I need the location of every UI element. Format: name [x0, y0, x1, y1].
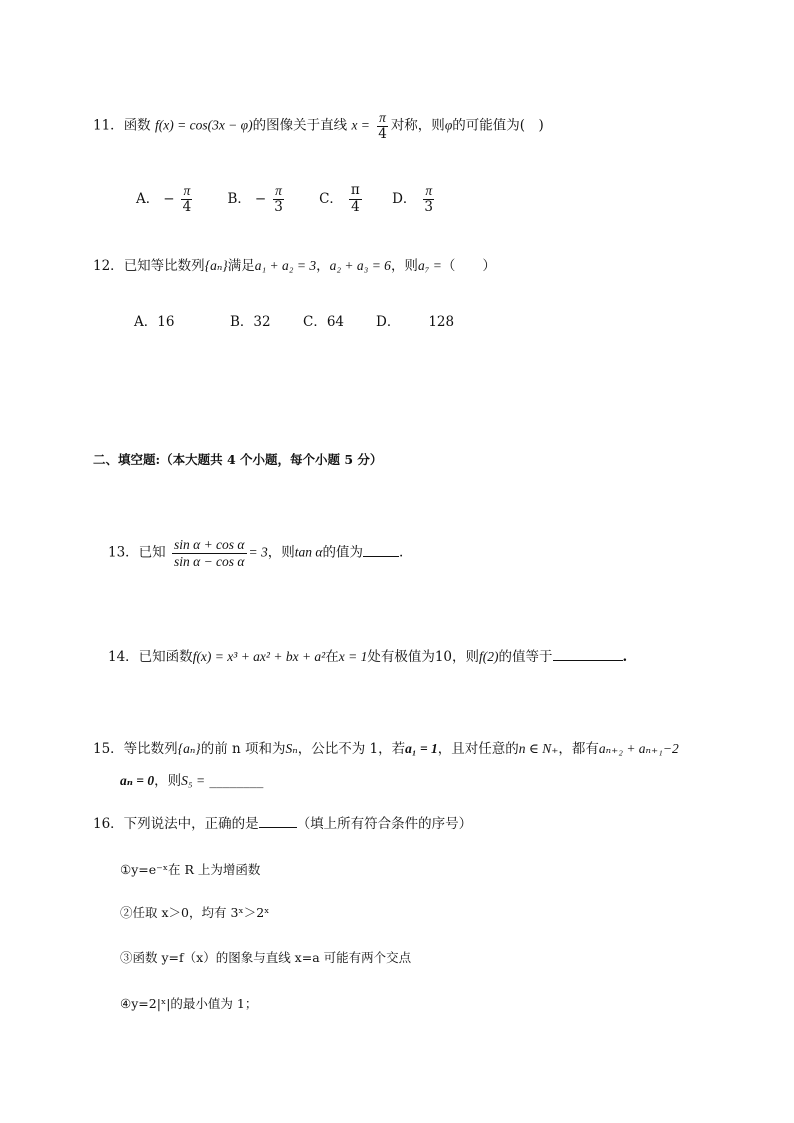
- fraction-denominator: 4: [182, 198, 192, 215]
- option-sign: −: [254, 190, 267, 207]
- q11-options: [136, 183, 465, 215]
- option-fraction: [181, 183, 194, 215]
- q15-text-c: ，公比不为 1，若: [297, 741, 406, 757]
- item-mark: ①: [120, 862, 132, 877]
- q12-options: [134, 314, 454, 330]
- option-letter: D．: [376, 314, 401, 330]
- q12-option-a: [134, 314, 230, 330]
- option-letter: C．: [303, 314, 327, 330]
- option-letter: A．: [136, 190, 160, 207]
- option-letter: C．: [319, 190, 343, 207]
- q13-number: 13．已知: [108, 544, 166, 561]
- q11-function: f(x) = cos(3x − φ): [154, 117, 253, 133]
- option-fraction: [349, 183, 362, 215]
- q12-text-b: 满足: [227, 258, 255, 274]
- q13-end: .: [399, 544, 404, 561]
- question-15-line-2: [120, 773, 263, 789]
- q11-option-b: [227, 183, 286, 215]
- q15-condition: aₙ = 0: [120, 773, 155, 788]
- q14-point: x = 1: [338, 649, 368, 664]
- item-mark: ③: [120, 950, 133, 965]
- q12-text-a: 已知等比数列: [123, 258, 205, 274]
- q12-condition-2: a₂ + a₃ = 6: [329, 258, 391, 273]
- q13-answer-blank[interactable]: [363, 544, 399, 557]
- question-16: [93, 815, 472, 832]
- fraction-denominator: 3: [424, 198, 434, 215]
- q12-option-c: [303, 314, 376, 330]
- fraction-denominator: 3: [274, 198, 283, 215]
- q16-stem-end: （填上所有符合条件的序号）: [296, 816, 473, 832]
- q15-text-e: ，都有: [558, 741, 599, 757]
- fraction-numerator: π: [379, 110, 386, 125]
- q15-answer-blank[interactable]: ________: [209, 773, 264, 789]
- q13-text-c: 的值为: [322, 544, 363, 561]
- q11-line-fraction: [376, 110, 389, 142]
- q16-item-1: [120, 862, 260, 877]
- q12-number: 12．: [93, 258, 124, 274]
- q12-option-d: [376, 314, 454, 330]
- fraction-denominator: 4: [351, 198, 360, 215]
- item-text: 任取 x＞0，均有 3ˣ＞2ˣ: [132, 905, 270, 920]
- q15-recurrence: aₙ₊₂ + aₙ₊₁−2: [598, 741, 679, 756]
- q11-option-c: [319, 183, 364, 215]
- fraction-denominator: 4: [378, 125, 387, 142]
- q15-text-f: ，则: [154, 773, 182, 789]
- q15-text-d: ，且对任意的: [437, 741, 519, 757]
- option-fraction: [422, 183, 435, 215]
- q15-a1: a₁ = 1: [405, 741, 438, 756]
- q15-sequence: {aₙ}: [177, 741, 201, 756]
- fraction-numerator: sin α + cos α: [173, 537, 245, 552]
- question-11: [93, 110, 544, 142]
- item-text: y=2|ˣ|的最小值为 1；: [131, 996, 258, 1011]
- q11-option-a: [136, 183, 195, 215]
- q16-answer-blank[interactable]: [259, 815, 297, 828]
- q14-text-c: 处有极值为: [367, 649, 435, 665]
- item-text: 函数 y=f（x）的图象与直线 x=a 可能有两个交点: [132, 950, 412, 965]
- q15-sn: Sₙ: [285, 741, 298, 756]
- q12-target: a₇ =: [417, 258, 442, 273]
- q13-equals: = 3: [248, 544, 268, 560]
- q14-text-e: 的值等于: [498, 649, 553, 665]
- q14-function: f(x) = x³ + ax² + bx + a²: [192, 649, 326, 664]
- q11-text-a: 函数: [123, 117, 151, 134]
- q14-text-b: 在: [325, 649, 339, 665]
- q15-s5: S₅ =: [181, 773, 206, 788]
- q15-n-in: n ∈ N₊: [518, 741, 559, 756]
- option-fraction: [272, 183, 285, 215]
- option-value: 128: [428, 314, 455, 330]
- q14-end: .: [622, 649, 628, 665]
- q11-text-b: 的图像关于直线: [252, 117, 348, 134]
- option-letter: D．: [392, 190, 417, 207]
- q14-number: 14．已知函数: [108, 649, 193, 665]
- q12-text-c: ，则: [390, 258, 418, 274]
- q14-answer-blank[interactable]: [553, 648, 623, 661]
- item-mark: ②: [120, 905, 133, 920]
- option-letter: A．: [134, 314, 158, 330]
- q13-text-b: ，则: [267, 544, 295, 561]
- q16-stem: 16．下列说法中，正确的是: [93, 816, 259, 832]
- q11-number: 11．: [93, 117, 124, 134]
- option-letter: B．: [227, 190, 251, 207]
- q11-var: φ: [444, 117, 453, 133]
- q14-value: 10: [434, 649, 453, 665]
- q12-sequence: {aₙ}: [204, 258, 228, 273]
- q15-text-a: 15．等比数列: [93, 741, 178, 757]
- q16-item-2: [120, 905, 269, 920]
- option-value: 64: [326, 314, 345, 330]
- option-letter: B．: [230, 314, 254, 330]
- q12-separator: ，: [316, 258, 330, 274]
- question-15-line-1: [93, 741, 679, 757]
- fraction-numerator: π: [183, 183, 191, 198]
- question-13: [108, 537, 403, 569]
- fraction-denominator: sin α − cos α: [173, 553, 245, 569]
- q12-text-d: （ ）: [441, 258, 496, 274]
- q15-text-b: 的前 n 项和为: [200, 741, 286, 757]
- question-12: [93, 258, 496, 274]
- fraction-numerator: π: [425, 183, 433, 198]
- item-text: y=e⁻ˣ在 R 上为增函数: [131, 862, 261, 877]
- q11-line-lhs: x =: [351, 117, 370, 133]
- q12-condition-1: a₁ + a₂ = 3: [254, 258, 317, 273]
- q14-text-d: ，则: [452, 649, 480, 665]
- question-14: [108, 648, 627, 665]
- q11-text-c: 对称，则: [390, 117, 445, 134]
- q12-option-b: [230, 314, 303, 330]
- q11-text-d: 的可能值为( ): [452, 117, 544, 134]
- option-sign: −: [163, 190, 175, 207]
- q16-item-4: [120, 996, 257, 1011]
- option-value: 32: [253, 314, 271, 330]
- option-value: 16: [157, 314, 175, 330]
- q13-fraction: [172, 537, 247, 569]
- q14-f2: f(2): [479, 649, 499, 664]
- q16-item-3: [120, 950, 411, 965]
- fraction-numerator: π: [350, 182, 360, 198]
- q13-tan: tan α: [294, 544, 323, 560]
- item-mark: ④: [120, 996, 132, 1011]
- fraction-numerator: π: [275, 183, 282, 198]
- section-2-heading: 二、填空题:（本大题共 4 个小题，每个小题 5 分）: [93, 452, 383, 467]
- q11-option-d: [392, 183, 437, 215]
